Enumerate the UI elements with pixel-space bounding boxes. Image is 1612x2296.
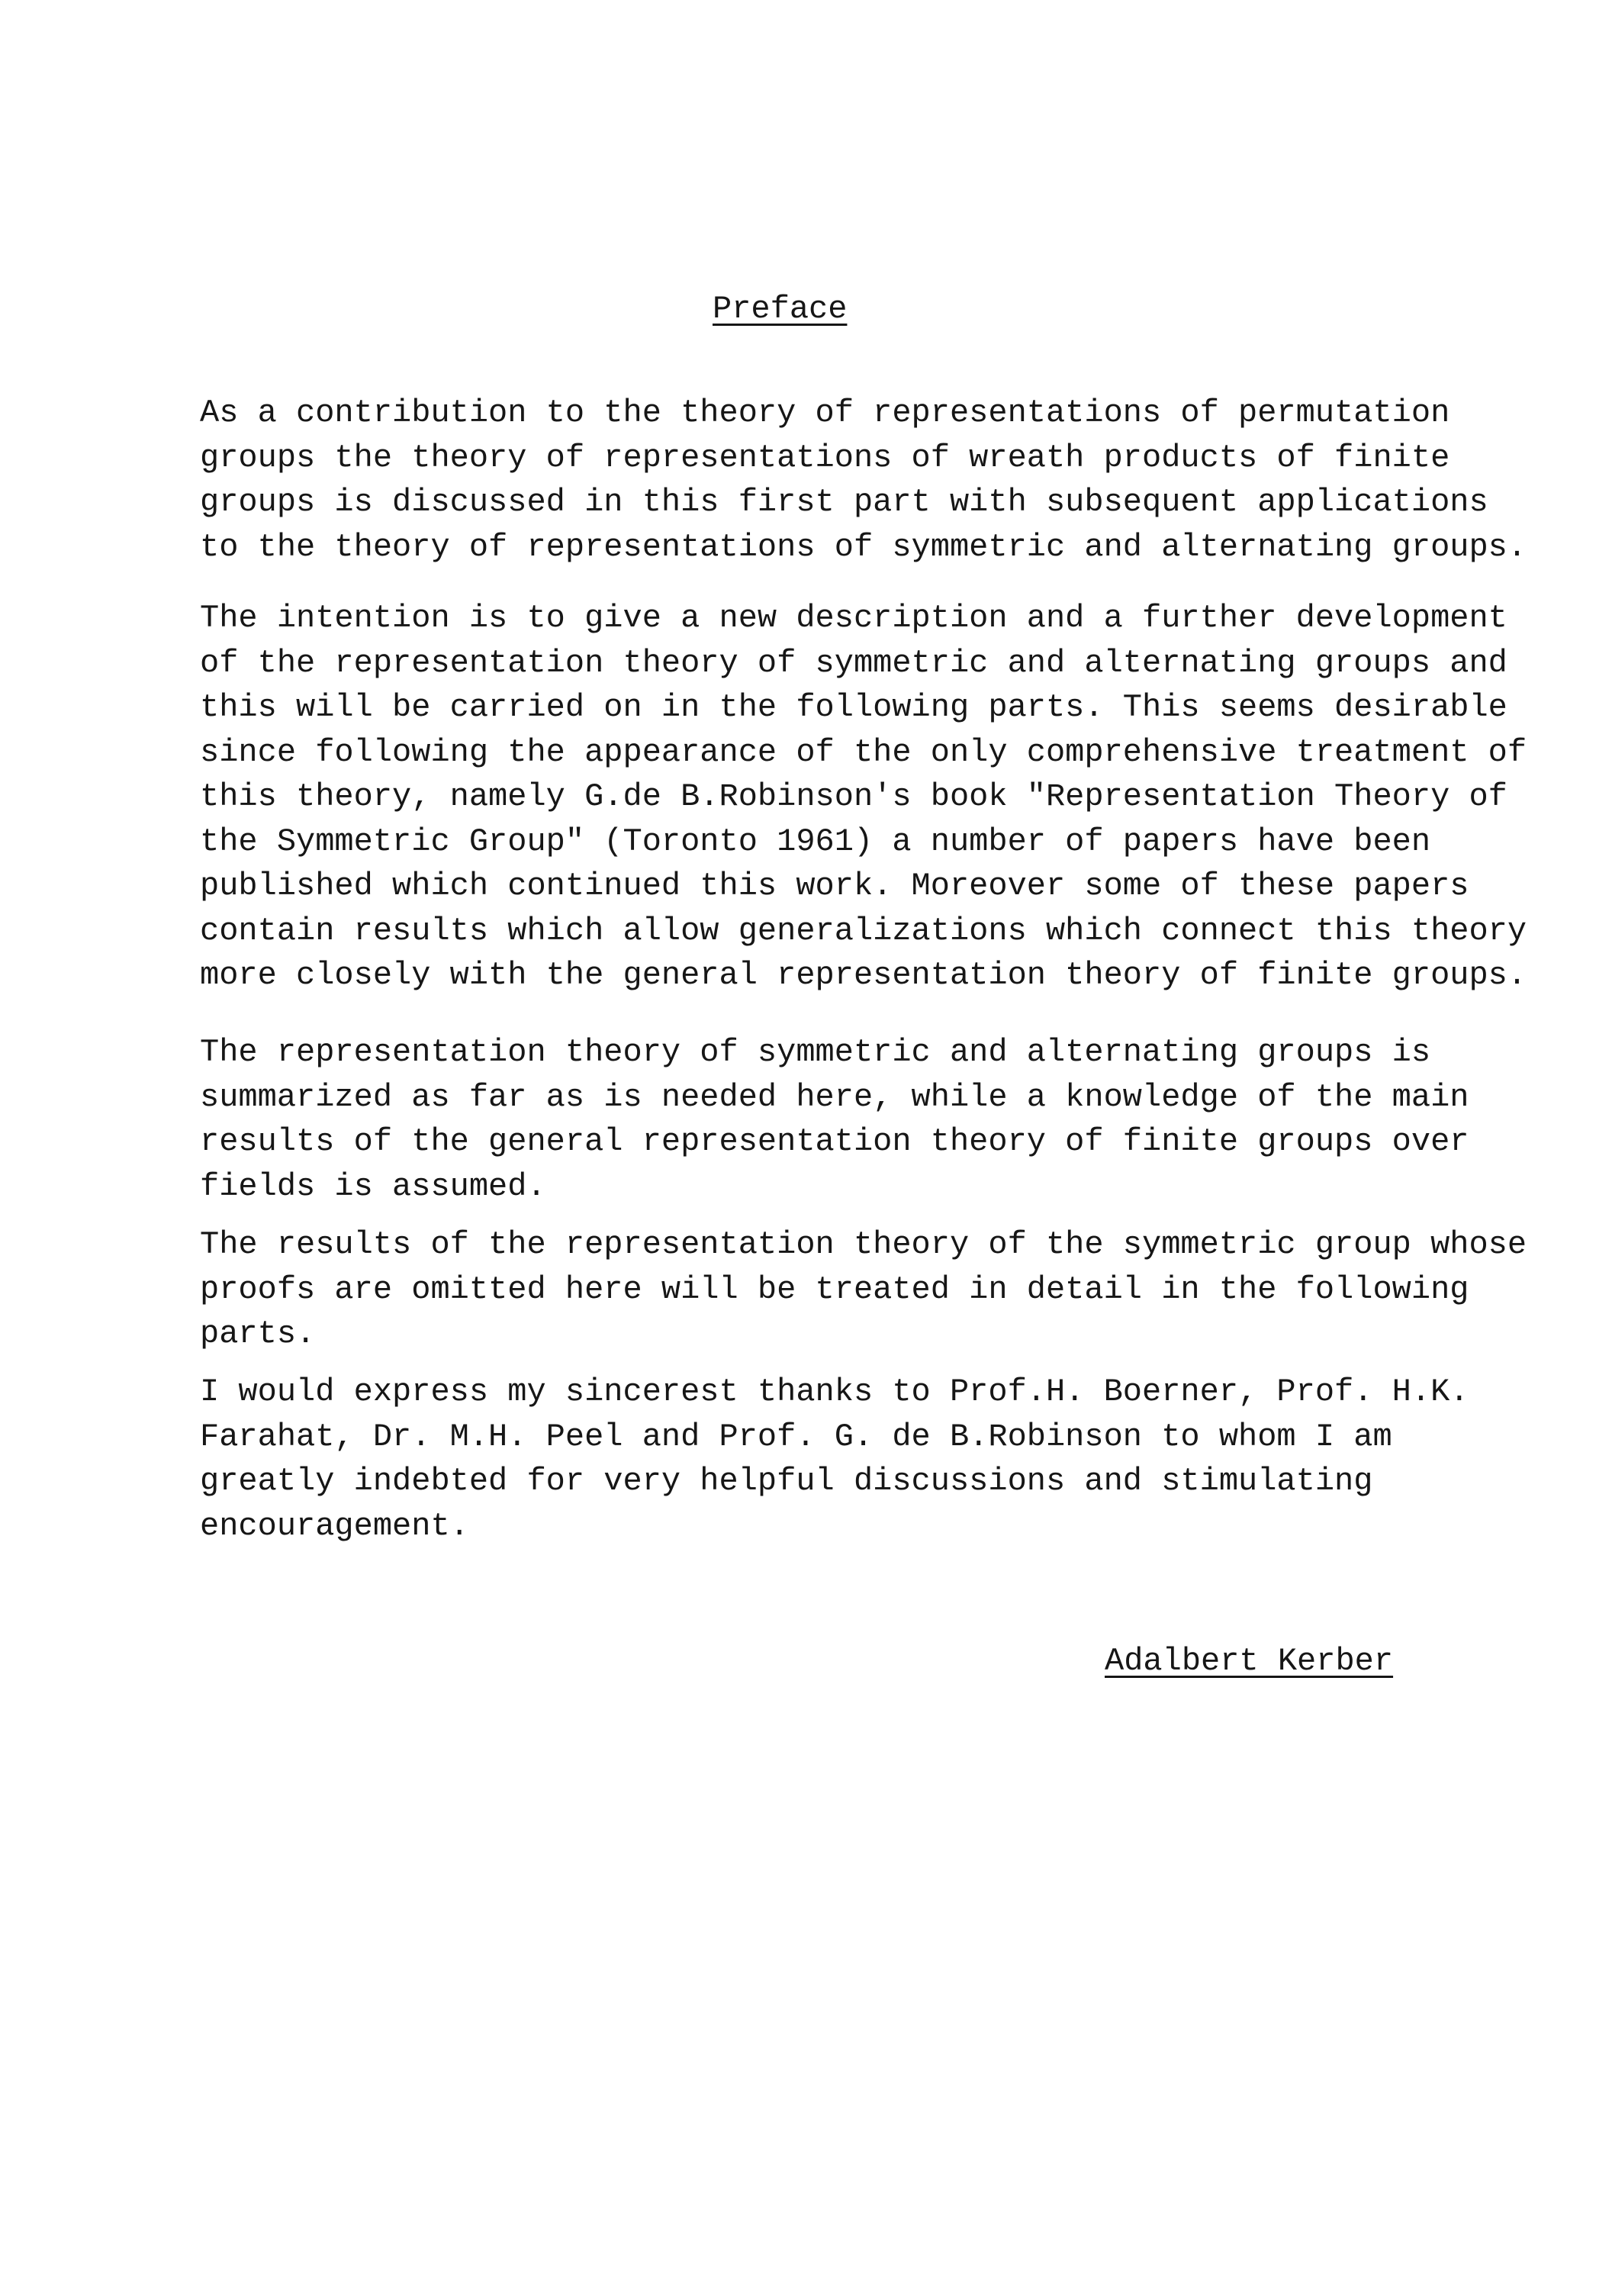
text-line: published which continued this work. Moreover some of these papers: [200, 868, 1469, 904]
paragraph-2: [200, 596, 1543, 998]
paragraph-4: [200, 1222, 1543, 1357]
paragraph-1: [200, 391, 1543, 569]
text-line: the Symmetric Group" (Toronto 1961) a number of papers have been: [200, 823, 1431, 860]
text-line: this will be carried on in the following parts. This seems desirable: [200, 689, 1507, 726]
page-title: Preface: [713, 291, 848, 327]
text-line: more closely with the general representation theory of finite groups.: [200, 957, 1527, 993]
text-line: to the theory of representations of symmetric and alternating groups.: [200, 528, 1527, 565]
text-line: groups the theory of representations of wreath products of finite: [200, 439, 1450, 476]
paragraph-5: [200, 1370, 1543, 1548]
text-line: greatly indebted for very helpful discussions and stimulating: [200, 1463, 1373, 1499]
text-line: encouragement.: [200, 1507, 469, 1544]
text-line: parts.: [200, 1315, 316, 1352]
text-line: since following the appearance of the only comprehensive treatment of: [200, 733, 1527, 771]
text-line: results of the general representation theory of finite groups over: [200, 1123, 1469, 1160]
text-line: proofs are omitted here will be treated in detail in the following: [200, 1270, 1469, 1308]
text-line: Farahat, Dr. M.H. Peel and Prof. G. de B.Robinson to whom I am: [200, 1418, 1392, 1455]
text-line: of the representation theory of symmetric and alternating groups and: [200, 644, 1507, 681]
author-signature: Adalbert Kerber: [1105, 1643, 1394, 1679]
text-line: summarized as far as is needed here, while a knowledge of the main: [200, 1078, 1469, 1116]
text-line: The results of the representation theory of the symmetric group whose: [200, 1226, 1527, 1263]
text-line: The intention is to give a new description and a further development: [200, 600, 1507, 636]
text-line: As a contribution to the theory of representations of permutation: [200, 394, 1450, 431]
text-line: The representation theory of symmetric and alternating groups is: [200, 1034, 1431, 1071]
text-line: I would express my sincerest thanks to Prof.H. Boerner, Prof. H.K.: [200, 1373, 1469, 1410]
text-line: groups is discussed in this first part with subsequent applications: [200, 484, 1488, 520]
text-line: contain results which allow generalizations which connect this theory: [200, 912, 1527, 949]
text-line: this theory, namely G.de B.Robinson's book "Representation Theory of: [200, 778, 1507, 815]
text-line: fields is assumed.: [200, 1167, 546, 1205]
paragraph-3: [200, 1030, 1543, 1209]
